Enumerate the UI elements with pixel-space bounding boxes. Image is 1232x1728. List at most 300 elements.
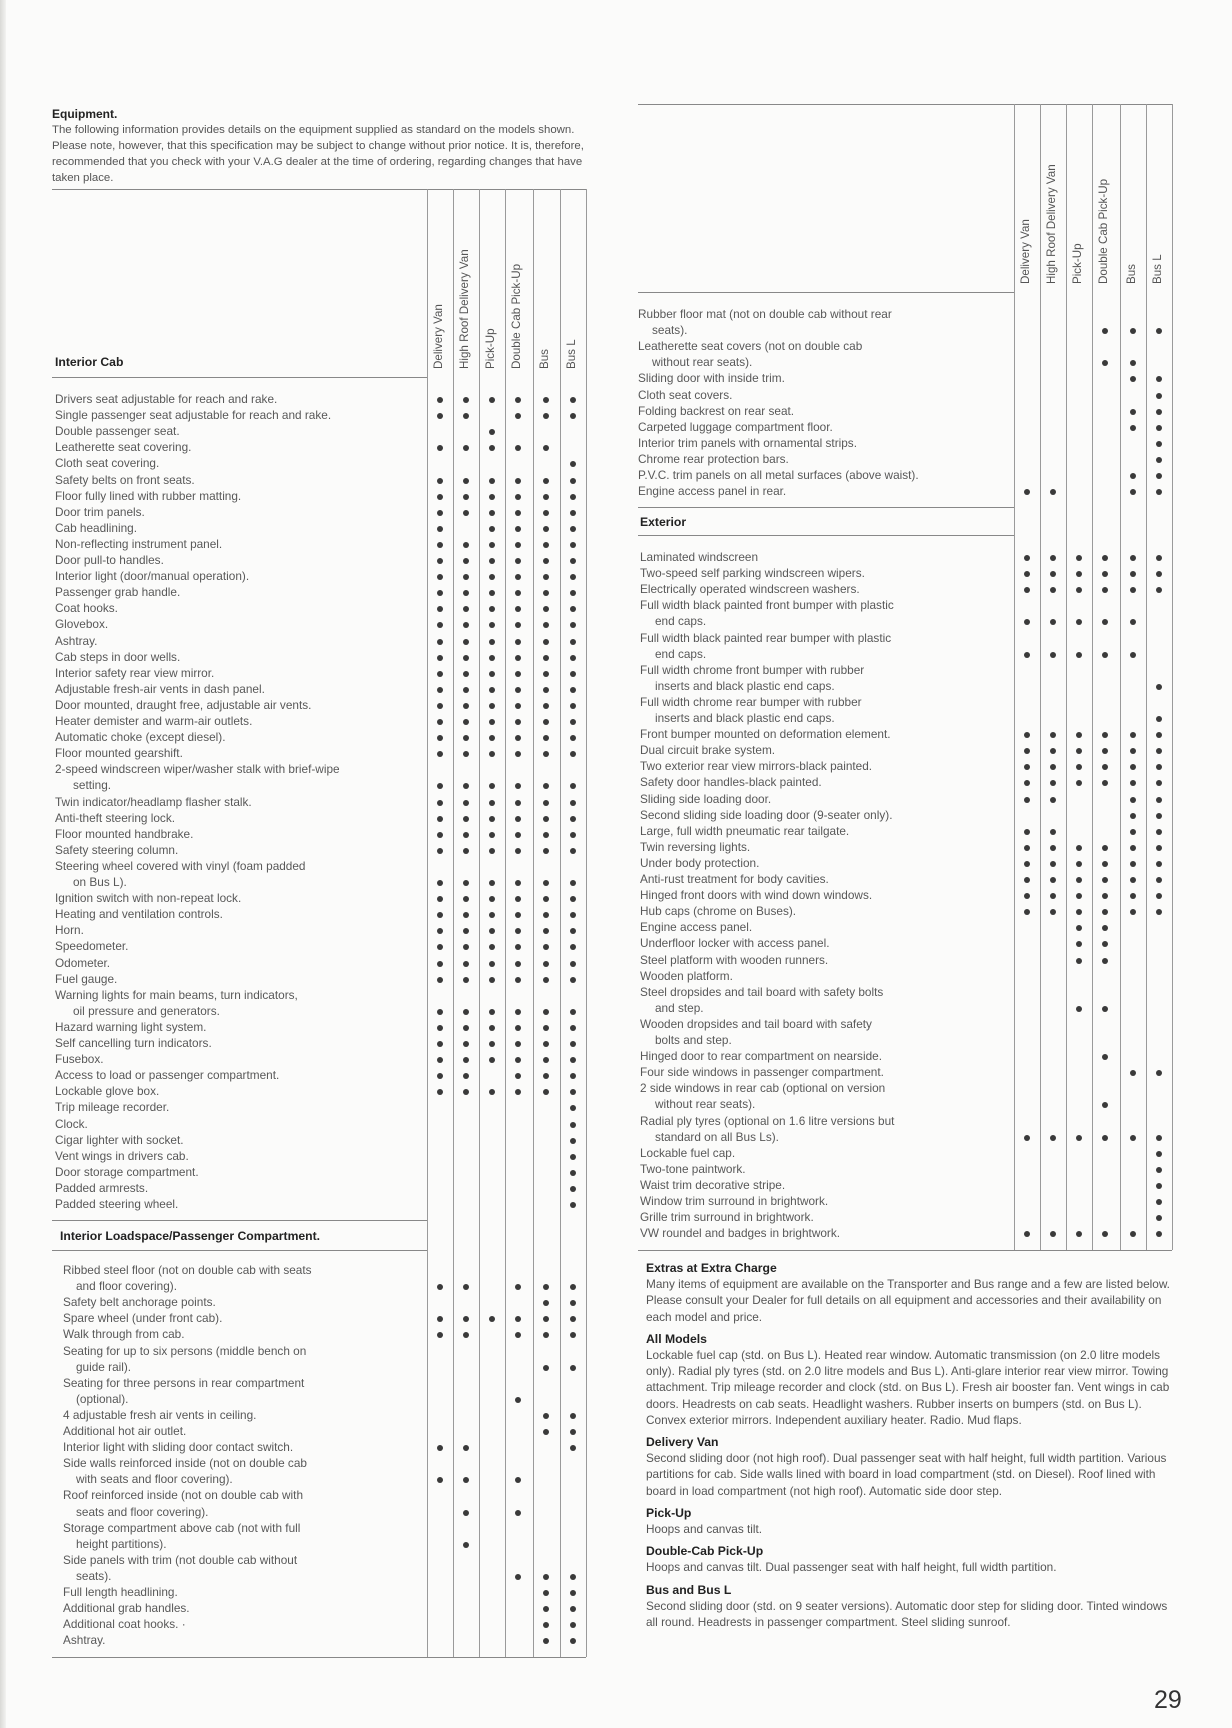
- table-row-text: Interior light (door/manual operation).: [55, 569, 250, 584]
- standard-mark-dot: [570, 1089, 576, 1095]
- table-row-text: Full width black painted rear bumper with plastic: [640, 630, 892, 645]
- standard-mark-dot: [515, 445, 521, 451]
- standard-mark-dot: [1156, 845, 1162, 851]
- table-row-text: Fuel gauge.: [55, 971, 118, 986]
- standard-mark-dot: [437, 671, 443, 677]
- standard-mark-dot: [1130, 409, 1136, 415]
- standard-mark-dot: [570, 832, 576, 838]
- standard-mark-dot: [1156, 861, 1162, 867]
- standard-mark-dot: [437, 944, 443, 950]
- standard-mark-dot: [437, 542, 443, 548]
- standard-mark-dot: [463, 751, 469, 757]
- table-row-text: Side walls reinforced inside (not on double cab: [63, 1456, 307, 1471]
- standard-mark-dot: [570, 1316, 576, 1322]
- table-row-text: Full width chrome front bumper with rubber: [640, 662, 865, 677]
- standard-mark-dot: [570, 928, 576, 934]
- standard-mark-dot: [515, 655, 521, 661]
- standard-mark-dot: [570, 558, 576, 564]
- standard-mark-dot: [463, 800, 469, 806]
- standard-mark-dot: [1156, 748, 1162, 754]
- standard-mark-dot: [1050, 587, 1056, 593]
- standard-mark-dot: [1156, 732, 1162, 738]
- standard-mark-dot: [543, 816, 549, 822]
- standard-mark-dot: [570, 1332, 576, 1338]
- standard-mark-dot: [437, 800, 443, 806]
- header-bottom-rule: [52, 377, 427, 378]
- table-row-text: Full length headlining.: [63, 1585, 178, 1599]
- standard-mark-dot: [570, 1073, 576, 1079]
- standard-mark-dot: [489, 622, 495, 628]
- standard-mark-dot: [437, 751, 443, 757]
- table-row-text: Warning lights for main beams, turn indicators,: [55, 987, 298, 1002]
- standard-mark-dot: [1102, 328, 1108, 334]
- standard-mark-dot: [570, 671, 576, 677]
- standard-mark-dot: [570, 896, 576, 902]
- standard-mark-dot: [1102, 1054, 1108, 1060]
- standard-mark-dot: [543, 558, 549, 564]
- standard-mark-dot: [570, 1284, 576, 1290]
- standard-mark-dot: [1050, 797, 1056, 803]
- table-row-text: Access to load or passenger compartment.: [55, 1068, 280, 1083]
- standard-mark-dot: [1024, 571, 1030, 577]
- standard-mark-dot: [1076, 748, 1082, 754]
- standard-mark-dot: [1130, 845, 1136, 851]
- table-row-text: Storage compartment above cab (not with full: [63, 1520, 301, 1535]
- column-header: Bus L: [565, 339, 578, 369]
- table-row-text: Window trim surround in brightwork.: [640, 1194, 829, 1208]
- standard-mark-dot: [1076, 571, 1082, 577]
- table-row-text: Coat hooks.: [55, 601, 118, 616]
- standard-mark-dot: [489, 429, 495, 435]
- standard-mark-dot: [463, 1316, 469, 1322]
- standard-mark-dot: [515, 542, 521, 548]
- standard-mark-dot: [1076, 909, 1082, 915]
- table-row-text: seats).: [652, 323, 688, 338]
- standard-mark-dot: [489, 735, 495, 741]
- standard-mark-dot: [1050, 764, 1056, 770]
- standard-mark-dot: [543, 622, 549, 628]
- standard-mark-dot: [515, 783, 521, 789]
- standard-mark-dot: [570, 655, 576, 661]
- table-row-text: Grille trim surround in brightwork.: [640, 1210, 814, 1225]
- standard-mark-dot: [1050, 571, 1056, 577]
- standard-mark-dot: [489, 574, 495, 580]
- table-row-text: Trip mileage recorder.: [55, 1100, 170, 1115]
- column-header: Pick-Up: [484, 328, 497, 369]
- standard-mark-dot: [1130, 376, 1136, 382]
- standard-mark-dot: [1050, 732, 1056, 738]
- table-row-text: Interior safety rear view mirror.: [55, 665, 215, 680]
- standard-mark-dot: [570, 1622, 576, 1628]
- standard-mark-dot: [515, 671, 521, 677]
- table-row-text: Leatherette seat covering.: [55, 440, 192, 455]
- standard-mark-dot: [543, 1041, 549, 1047]
- table-row-text: Four side windows in passenger compartment.: [640, 1065, 884, 1080]
- standard-mark-dot: [1024, 652, 1030, 658]
- table-row-text: Twin reversing lights.: [640, 839, 751, 854]
- standard-mark-dot: [1102, 1231, 1108, 1237]
- standard-mark-dot: [463, 848, 469, 854]
- table-row-text: Double passenger seat.: [55, 424, 180, 439]
- standard-mark-dot: [1024, 587, 1030, 593]
- standard-mark-dot: [1050, 652, 1056, 658]
- extras-text: Lockable fuel cap (std. on Bus L). Heated rear window. Automatic transmission (on 2.0 litre models only). Radial ply tyres (std. on 2.0 litre models and Bus L). Anti-glare interior rear view mirror. Towing attachment. Trip mileage recorder and clock (std. on Bus L). Fresh air booster fan. Vent wings in cab doors. Headrests on cab seats. Headlight washers. Rubber inserts on bumpers (std. on Bus L). Convex exterior mirrors. Independent auxiliary heater. Radio. Mud flaps.: [646, 1348, 1170, 1427]
- standard-mark-dot: [437, 397, 443, 403]
- standard-mark-dot: [437, 1089, 443, 1095]
- standard-mark-dot: [515, 719, 521, 725]
- table-row-text: Folding backrest on rear seat.: [638, 403, 795, 418]
- column-divider: [1014, 104, 1015, 1250]
- standard-mark-dot: [1130, 360, 1136, 366]
- standard-mark-dot: [437, 413, 443, 419]
- table-row-text: Clock.: [55, 1116, 88, 1131]
- standard-mark-dot: [1050, 619, 1056, 625]
- standard-mark-dot: [1156, 684, 1162, 690]
- standard-mark-dot: [437, 494, 443, 500]
- column-divider: [453, 189, 454, 1657]
- standard-mark-dot: [515, 896, 521, 902]
- standard-mark-dot: [570, 800, 576, 806]
- standard-mark-dot: [1102, 1006, 1108, 1012]
- standard-mark-dot: [1156, 813, 1162, 819]
- standard-mark-dot: [543, 880, 549, 886]
- standard-mark-dot: [1130, 797, 1136, 803]
- standard-mark-dot: [1050, 861, 1056, 867]
- standard-mark-dot: [515, 606, 521, 612]
- standard-mark-dot: [543, 832, 549, 838]
- standard-mark-dot: [1076, 780, 1082, 786]
- standard-mark-dot: [570, 719, 576, 725]
- standard-mark-dot: [570, 1574, 576, 1580]
- table-row-text: Walk through from cab.: [63, 1327, 185, 1342]
- standard-mark-dot: [437, 912, 443, 918]
- standard-mark-dot: [1130, 489, 1136, 495]
- standard-mark-dot: [543, 397, 549, 403]
- table-row-text: Door trim panels.: [55, 504, 145, 519]
- standard-mark-dot: [1156, 716, 1162, 722]
- standard-mark-dot: [1076, 941, 1082, 947]
- standard-mark-dot: [1024, 845, 1030, 851]
- table-row-text: P.V.C. trim panels on all metal surfaces (above waist).: [638, 468, 919, 482]
- standard-mark-dot: [1102, 1135, 1108, 1141]
- standard-mark-dot: [570, 1057, 576, 1063]
- standard-mark-dot: [489, 1041, 495, 1047]
- standard-mark-dot: [543, 687, 549, 693]
- table-bottom-rule: [638, 1250, 1172, 1251]
- standard-mark-dot: [463, 413, 469, 419]
- standard-mark-dot: [489, 1025, 495, 1031]
- standard-mark-dot: [463, 896, 469, 902]
- standard-mark-dot: [543, 1574, 549, 1580]
- standard-mark-dot: [1102, 1102, 1108, 1108]
- standard-mark-dot: [515, 1397, 521, 1403]
- table-row-text: Safety belts on front seats.: [55, 472, 195, 487]
- table-row-text: Underfloor locker with access panel.: [640, 936, 830, 951]
- standard-mark-dot: [463, 1542, 469, 1548]
- table-row-text: Horn.: [55, 923, 84, 938]
- standard-mark-dot: [437, 848, 443, 854]
- table-row-text: Door pull-to handles.: [55, 553, 164, 567]
- standard-mark-dot: [1024, 909, 1030, 915]
- extras-heading: Extras at Extra Charge: [646, 1261, 777, 1275]
- table-row-text: Cloth seat covering.: [55, 456, 160, 471]
- table-row-text: Engine access panel.: [640, 920, 753, 935]
- standard-mark-dot: [515, 622, 521, 628]
- column-header: Delivery Van: [1019, 219, 1032, 284]
- standard-mark-dot: [437, 590, 443, 596]
- standard-mark-dot: [1156, 441, 1162, 447]
- standard-mark-dot: [543, 1622, 549, 1628]
- standard-mark-dot: [1130, 780, 1136, 786]
- table-row-text: Self cancelling turn indicators.: [55, 1036, 212, 1050]
- column-header: High Roof Delivery Van: [1045, 164, 1058, 284]
- standard-mark-dot: [515, 1025, 521, 1031]
- standard-mark-dot: [437, 1025, 443, 1031]
- standard-mark-dot: [1102, 861, 1108, 867]
- column-header: Bus: [1125, 264, 1138, 284]
- standard-mark-dot: [463, 832, 469, 838]
- standard-mark-dot: [1050, 1231, 1056, 1237]
- standard-mark-dot: [1076, 925, 1082, 931]
- standard-mark-dot: [437, 1073, 443, 1079]
- standard-mark-dot: [570, 1009, 576, 1015]
- standard-mark-dot: [570, 1413, 576, 1419]
- standard-mark-dot: [437, 928, 443, 934]
- standard-mark-dot: [570, 1186, 576, 1192]
- standard-mark-dot: [1024, 893, 1030, 899]
- standard-mark-dot: [543, 1429, 549, 1435]
- standard-mark-dot: [1156, 376, 1162, 382]
- standard-mark-dot: [1130, 425, 1136, 431]
- standard-mark-dot: [489, 671, 495, 677]
- standard-mark-dot: [570, 1105, 576, 1111]
- standard-mark-dot: [1102, 925, 1108, 931]
- standard-mark-dot: [515, 510, 521, 516]
- standard-mark-dot: [515, 1477, 521, 1483]
- standard-mark-dot: [1130, 732, 1136, 738]
- standard-mark-dot: [515, 1284, 521, 1290]
- table-row-text: Adjustable fresh-air vents in dash panel.: [55, 681, 265, 696]
- standard-mark-dot: [1050, 877, 1056, 883]
- table-row-text: oil pressure and generators.: [73, 1003, 220, 1018]
- table-row-text: Twin indicator/headlamp flasher stalk.: [55, 794, 252, 809]
- standard-mark-dot: [515, 977, 521, 983]
- standard-mark-dot: [570, 880, 576, 886]
- standard-mark-dot: [1050, 748, 1056, 754]
- standard-mark-dot: [543, 510, 549, 516]
- standard-mark-dot: [515, 639, 521, 645]
- standard-mark-dot: [437, 896, 443, 902]
- extras-text: Second sliding door (not high roof). Dual passenger seat with half height, full width partition. Various partitions for cab. Side walls lined with board in load compartment (std. on Diesel). Roof lined with board in load compartment (not high roof). Automatic side door step.: [646, 1451, 1167, 1498]
- standard-mark-dot: [543, 639, 549, 645]
- table-row-text: Sliding door with inside trim.: [638, 371, 785, 386]
- column-header: Delivery Van: [432, 304, 445, 369]
- table-row-text: without rear seats).: [652, 355, 753, 370]
- standard-mark-dot: [1156, 829, 1162, 835]
- standard-mark-dot: [463, 445, 469, 451]
- standard-mark-dot: [489, 928, 495, 934]
- standard-mark-dot: [463, 703, 469, 709]
- standard-mark-dot: [437, 558, 443, 564]
- table-row-text: Floor fully lined with rubber matting.: [55, 488, 242, 503]
- standard-mark-dot: [1156, 1167, 1162, 1173]
- standard-mark-dot: [515, 687, 521, 693]
- standard-mark-dot: [463, 1284, 469, 1290]
- standard-mark-dot: [543, 1316, 549, 1322]
- standard-mark-dot: [463, 816, 469, 822]
- standard-mark-dot: [543, 1413, 549, 1419]
- table-row-text: guide rail).: [76, 1359, 132, 1374]
- standard-mark-dot: [489, 526, 495, 532]
- standard-mark-dot: [543, 1638, 549, 1644]
- extras-section: [646, 1260, 1180, 1630]
- table-row-text: Cloth seat covers.: [638, 387, 733, 402]
- standard-mark-dot: [463, 606, 469, 612]
- column-header: Double Cab Pick-Up: [1097, 178, 1110, 284]
- standard-mark-dot: [570, 1122, 576, 1128]
- equipment-intro: [52, 106, 584, 186]
- standard-mark-dot: [515, 397, 521, 403]
- standard-mark-dot: [1102, 909, 1108, 915]
- column-divider: [1040, 104, 1041, 1250]
- table-row-text: 2-speed windscreen wiper/washer stalk with brief-wipe: [55, 762, 340, 777]
- standard-mark-dot: [570, 848, 576, 854]
- standard-mark-dot: [1024, 877, 1030, 883]
- standard-mark-dot: [1102, 748, 1108, 754]
- standard-mark-dot: [463, 1057, 469, 1063]
- standard-mark-dot: [543, 848, 549, 854]
- table-row-text: and step.: [655, 1000, 704, 1015]
- table-row-text: Engine access panel in rear.: [638, 484, 787, 499]
- standard-mark-dot: [437, 445, 443, 451]
- standard-mark-dot: [543, 1300, 549, 1306]
- standard-mark-dot: [463, 928, 469, 934]
- standard-mark-dot: [570, 703, 576, 709]
- page-number: 29: [1154, 1686, 1182, 1714]
- table-row-text: Steel dropsides and tail board with safety bolts: [640, 984, 884, 999]
- standard-mark-dot: [463, 671, 469, 677]
- table-row-text: Cab headlining.: [55, 520, 137, 535]
- table-row-text: Drivers seat adjustable for reach and rake.: [55, 392, 278, 406]
- table-row-text: Waist trim decorative stripe.: [640, 1177, 786, 1192]
- standard-mark-dot: [489, 1057, 495, 1063]
- standard-mark-dot: [463, 735, 469, 741]
- standard-mark-dot: [570, 1445, 576, 1451]
- standard-mark-dot: [543, 719, 549, 725]
- standard-mark-dot: [489, 494, 495, 500]
- standard-mark-dot: [437, 606, 443, 612]
- table-row-text: Ribbed steel floor (not on double cab with seats: [63, 1263, 312, 1277]
- standard-mark-dot: [1156, 877, 1162, 883]
- column-header: Pick-Up: [1071, 243, 1084, 284]
- standard-mark-dot: [515, 1057, 521, 1063]
- standard-mark-dot: [463, 622, 469, 628]
- standard-mark-dot: [489, 800, 495, 806]
- standard-mark-dot: [437, 1316, 443, 1322]
- table-row-text: standard on all Bus Ls).: [655, 1129, 779, 1144]
- standard-mark-dot: [1076, 1231, 1082, 1237]
- standard-mark-dot: [1050, 555, 1056, 561]
- standard-mark-dot: [1076, 861, 1082, 867]
- standard-mark-dot: [1130, 909, 1136, 915]
- table-row-text: Steering wheel covered with vinyl (foam padded: [55, 858, 306, 873]
- standard-mark-dot: [1076, 845, 1082, 851]
- standard-mark-dot: [570, 622, 576, 628]
- standard-mark-dot: [437, 719, 443, 725]
- table-row-text: Laminated windscreen: [640, 550, 759, 564]
- standard-mark-dot: [463, 558, 469, 564]
- standard-mark-dot: [463, 655, 469, 661]
- standard-mark-dot: [1156, 409, 1162, 415]
- table-row-text: Wooden platform.: [640, 968, 733, 983]
- standard-mark-dot: [570, 574, 576, 580]
- standard-mark-dot: [489, 606, 495, 612]
- standard-mark-dot: [1076, 555, 1082, 561]
- header-bottom-rule: [638, 292, 1014, 293]
- standard-mark-dot: [515, 1510, 521, 1516]
- standard-mark-dot: [489, 510, 495, 516]
- standard-mark-dot: [543, 928, 549, 934]
- standard-mark-dot: [1156, 425, 1162, 431]
- standard-mark-dot: [489, 783, 495, 789]
- standard-mark-dot: [1102, 893, 1108, 899]
- section-title: Interior Cab: [55, 355, 124, 369]
- standard-mark-dot: [1076, 587, 1082, 593]
- standard-mark-dot: [570, 542, 576, 548]
- standard-mark-dot: [1050, 829, 1056, 835]
- standard-mark-dot: [570, 1590, 576, 1596]
- table-row-text: Single passenger seat adjustable for reach and rake.: [55, 408, 332, 423]
- standard-mark-dot: [1050, 909, 1056, 915]
- standard-mark-dot: [1156, 489, 1162, 495]
- standard-mark-dot: [437, 977, 443, 983]
- table-row-text: Steel platform with wooden runners.: [640, 952, 829, 967]
- standard-mark-dot: [515, 413, 521, 419]
- standard-mark-dot: [1050, 489, 1056, 495]
- table-row-text: VW roundel and badges in brightwork.: [640, 1226, 841, 1241]
- standard-mark-dot: [570, 1202, 576, 1208]
- table-row-text: Carpeted luggage compartment floor.: [638, 419, 833, 434]
- standard-mark-dot: [570, 912, 576, 918]
- table-bottom-rule: [52, 1657, 586, 1658]
- standard-mark-dot: [543, 912, 549, 918]
- table-row-text: Two-speed self parking windscreen wipers.: [640, 566, 865, 581]
- standard-mark-dot: [515, 1073, 521, 1079]
- standard-mark-dot: [1024, 555, 1030, 561]
- table-row-text: seats and floor covering).: [76, 1504, 209, 1519]
- standard-mark-dot: [515, 1009, 521, 1015]
- standard-mark-dot: [489, 703, 495, 709]
- standard-mark-dot: [463, 510, 469, 516]
- standard-mark-dot: [1024, 1135, 1030, 1141]
- standard-mark-dot: [489, 816, 495, 822]
- standard-mark-dot: [437, 735, 443, 741]
- table-row-text: Interior trim panels with ornamental strips.: [638, 435, 857, 450]
- table-row-text: Wooden dropsides and tail board with safety: [640, 1016, 872, 1031]
- table-row-text: Large, full width pneumatic rear tailgate.: [640, 823, 850, 838]
- standard-mark-dot: [543, 526, 549, 532]
- standard-mark-dot: [543, 1332, 549, 1338]
- standard-mark-dot: [437, 783, 443, 789]
- extras-heading: All Models: [646, 1331, 707, 1346]
- standard-mark-dot: [570, 1300, 576, 1306]
- standard-mark-dot: [1130, 328, 1136, 334]
- table-row-text: Ashtray.: [55, 633, 98, 648]
- standard-mark-dot: [543, 606, 549, 612]
- standard-mark-dot: [437, 687, 443, 693]
- standard-mark-dot: [1102, 652, 1108, 658]
- standard-mark-dot: [570, 1170, 576, 1176]
